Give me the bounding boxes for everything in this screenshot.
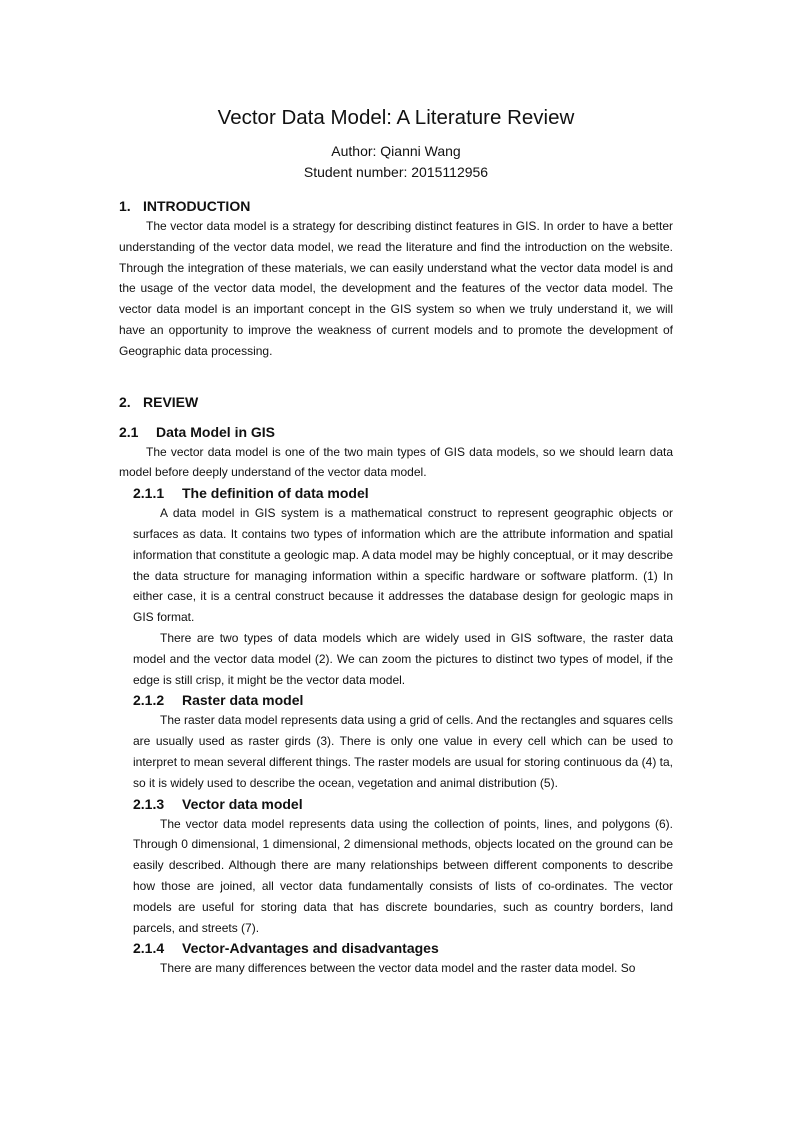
section-heading-introduction (119, 196, 673, 216)
subsection-number: 2.1 (119, 423, 139, 440)
intro-paragraph: The vector data model is a strategy for describing distinct features in GIS. In order to have a better understanding of the vector data model, we read the literature and find the introduction on the website. Through the integration of these materials, we can easily understand what the vector data model is and the usage of the vector data model, the development and the features of the vector data model. The vector data model is an important concept in the GIS system so when we truly understand it, we will have an opportunity to improve the weakness of current models and to promote the development of Geographic data processing. (119, 219, 673, 358)
paragraph-2-1-1-a: A data model in GIS system is a mathematical construct to represent geographic objects or surfaces as data. It contains two types of information which are the attribute information and spatial information that constitute a geologic map. A data model may be highly conceptual, or it may describe the data structure for managing information within a specific hardware or software platform. (1) In either case, it is a central construct because it addresses the database design for geologic maps in GIS format. (133, 506, 673, 625)
subsection-heading-2-1 (119, 422, 673, 442)
subsection-heading-2-1-1 (133, 483, 673, 503)
paper-title: Vector Data Model: A Literature Review (217, 106, 575, 129)
subsection-title: Data Model in GIS (156, 423, 276, 440)
section-number: 2. (119, 393, 131, 410)
section-title: INTRODUCTION (143, 198, 251, 214)
subsection-number: 2.1.3 (133, 795, 165, 812)
paragraph-2-1-3: The vector data model represents data using the collection of points, lines, and polygons (6). Through 0 dimensional, 1 dimensional, 2 dimensional methods, objects located on the ground can be easily described. Although there are many relationships between different components to describe how those are joined, all vector data fundamentally consists of lists of co-ordinates. The vector models are useful for storing data that has discrete boundaries, such as country borders, land parcels, and streets (7). (133, 816, 673, 935)
student-number-line: Student number: 2015112956 (303, 164, 489, 180)
paragraph-2-1-2: The raster data model represents data using a grid of cells. And the rectangles and squares cells are usually used as raster girds (3). There is only one value in every cell which can be used to interpret to mean several different things. The raster models are usual for storing continuous da (4) ta, so it is widely used to describe the ocean, vegetation and animal distribution (5). (133, 713, 673, 790)
section-title: REVIEW (143, 393, 199, 410)
subsection-title: Vector data model (182, 795, 303, 812)
subsection-number: 2.1.2 (133, 692, 165, 709)
subsection-title: The definition of data model (182, 485, 369, 502)
subsection-number: 2.1.1 (133, 485, 165, 502)
subsection-heading-2-1-4 (133, 938, 673, 958)
subsection-heading-2-1-2 (133, 690, 673, 710)
subsection-title: Raster data model (182, 692, 304, 709)
paragraph-2-1-4: There are many differences between the vector data model and the raster data model. So (160, 961, 636, 976)
author-line: Author: Qianni Wang (331, 143, 461, 159)
subsection-title: Vector-Advantages and disadvantages (182, 940, 439, 957)
paragraph-2-1-1-b: There are two types of data models which are widely used in GIS software, the raster data model and the vector data model (2). We can zoom the pictures to distinct two types of model, if the edge is still crisp, it might be the vector data model. (133, 630, 673, 687)
subsection-number: 2.1.4 (133, 940, 165, 957)
subsection-heading-2-1-3 (133, 794, 673, 814)
section-number: 1. (119, 198, 131, 214)
section-heading-review (119, 392, 673, 412)
paragraph-2-1: The vector data model is one of the two main types of GIS data models, so we should learn data model before deeply understand of the vector data model. (119, 444, 673, 480)
